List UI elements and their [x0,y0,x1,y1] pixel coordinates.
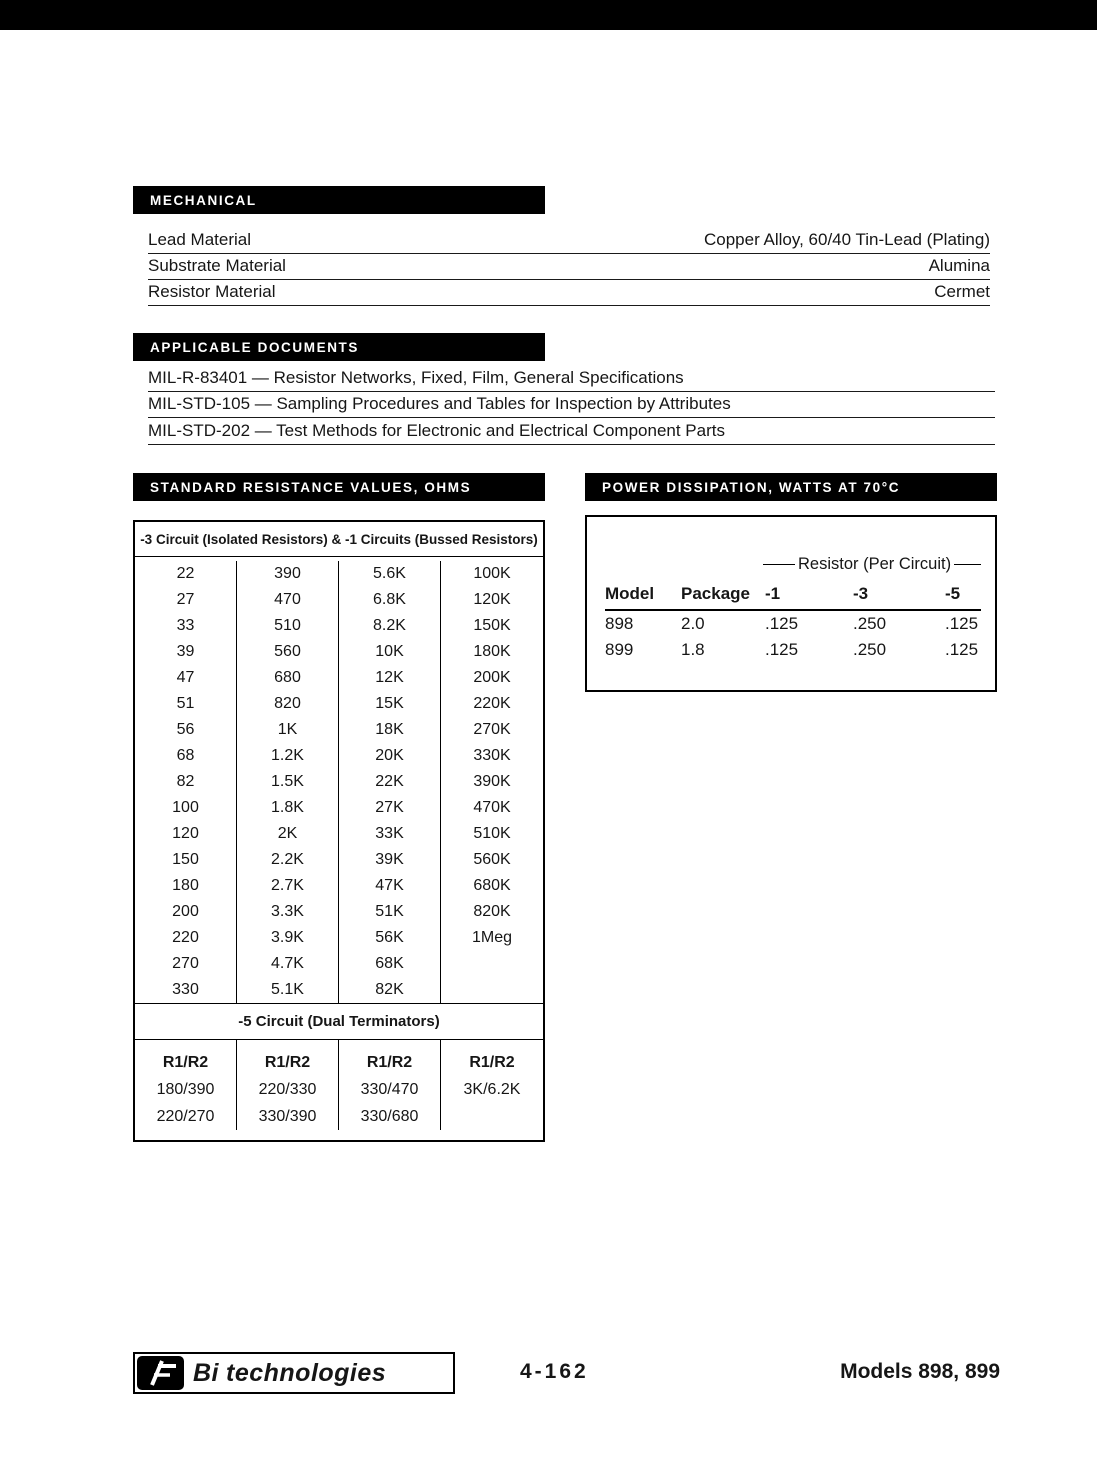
resistance-table-title: -3 Circuit (Isolated Resistors) & -1 Circuits (Bussed Resistors) [135,522,543,557]
resistance-value: 150 [135,847,237,873]
power-column-header: -5 [945,584,961,603]
power-dissipation-table [585,515,997,692]
spec-label: Lead Material [148,230,252,249]
resistance-values-grid [135,557,543,1003]
dual-terminator-value: 180/390 [135,1076,237,1103]
resistance-value: 68 [135,743,237,769]
resistance-value: 820K [473,903,511,920]
dual-terminator-value: 330/390 [237,1103,339,1130]
logo-wordmark [193,1359,386,1388]
resistance-value: 390 [237,561,339,587]
resistance-value: 270K [473,721,511,738]
resistance-value: 12K [339,665,441,691]
power-column-header: Package [681,584,750,603]
resistance-value: 1.8K [237,795,339,821]
power-column-header: Model [605,584,655,603]
resistance-value: 1.5K [237,769,339,795]
resistance-value: 560 [237,639,339,665]
document-item: MIL-STD-202 — Test Methods for Electronic and Electrical Component Parts [148,418,995,445]
power-dissipation-header-row [605,581,981,611]
resistance-value: 82 [135,769,237,795]
resistance-value: 6.8K [339,587,441,613]
resistor-per-circuit-label: Resistor (Per Circuit) [798,555,952,573]
spec-row-resistor-material [148,280,990,306]
resistor-per-circuit-span [763,555,981,574]
power-dissipation-row [605,611,981,637]
resistance-value: 27K [339,795,441,821]
logo-technologies-text: technologies [226,1358,387,1387]
resistance-value: 2K [237,821,339,847]
power-value: 899 [605,640,634,659]
resistance-value: 33K [339,821,441,847]
resistance-value: 680K [473,877,511,894]
applicable-documents-list [148,365,995,445]
power-value: .125 [945,614,979,633]
document-item: MIL-R-83401 — Resistor Networks, Fixed, Film, General Specifications [148,365,995,392]
power-value: .125 [765,614,799,633]
spec-label: Resistor Material [148,282,276,301]
resistance-value: 27 [135,587,237,613]
resistance-value: 20K [339,743,441,769]
mechanical-header-label: MECHANICAL [150,192,257,208]
dual-terminator-value: 220/270 [135,1103,237,1130]
power-column-header: -3 [853,584,869,603]
resistance-value: 1.2K [237,743,339,769]
logo-f-icon [137,1356,184,1390]
resistance-value: 1K [237,717,339,743]
left-dash-line [763,564,795,566]
spec-row-substrate-material [148,254,990,280]
power-value: .125 [765,640,799,659]
resistance-value [441,977,543,1003]
resistance-value: 330 [135,977,237,1003]
resistance-value: 510K [473,825,511,842]
standard-resistance-table [133,520,545,1142]
dual-terminator-header: R1/R2 [339,1040,441,1076]
dual-terminator-title: -5 Circuit (Dual Terminators) [135,1003,543,1040]
power-dissipation-grid [605,581,981,663]
resistance-value: 5.6K [339,561,441,587]
resistance-value: 200K [473,669,511,686]
resistance-value: 120K [473,591,511,608]
resistance-value: 56 [135,717,237,743]
resistance-value: 8.2K [339,613,441,639]
spec-value: Cermet [934,282,990,301]
spec-value: Copper Alloy, 60/40 Tin-Lead (Plating) [703,230,990,249]
resistance-value [441,951,543,977]
page-number: 4-162 [520,1360,589,1383]
mechanical-section-header [133,186,545,214]
resistance-value: 200 [135,899,237,925]
standard-resistance-section-header [133,473,545,501]
resistance-value: 150K [473,617,511,634]
resistance-value: 2.2K [237,847,339,873]
resistance-value: 51K [339,899,441,925]
resistance-value: 51 [135,691,237,717]
power-column-header: -1 [765,584,781,603]
power-value: .250 [853,640,887,659]
resistance-value: 47K [339,873,441,899]
resistance-value: 220K [473,695,511,712]
resistance-value: 47 [135,665,237,691]
resistance-value: 10K [339,639,441,665]
power-dissipation-row [605,637,981,663]
resistance-value: 15K [339,691,441,717]
bi-technologies-logo [133,1352,455,1394]
resistance-value: 68K [339,951,441,977]
dual-terminator-header: R1/R2 [135,1040,237,1076]
power-value: 2.0 [681,614,705,633]
power-value: 898 [605,614,634,633]
power-dissipation-header-label: POWER DISSIPATION, WATTS AT 70°C [602,479,901,495]
dual-terminator-header: R1/R2 [237,1040,339,1076]
dual-terminator-grid [135,1040,543,1140]
resistance-value: 22K [339,769,441,795]
resistance-value: 1Meg [471,929,513,946]
document-item: MIL-STD-105 — Sampling Procedures and Tables for Inspection by Attributes [148,392,995,419]
power-value: .125 [945,640,979,659]
spec-label: Substrate Material [148,256,286,275]
resistance-value: 2.7K [237,873,339,899]
power-dissipation-section-header [585,473,997,501]
resistance-value: 330K [473,747,511,764]
resistance-value: 100 [135,795,237,821]
resistance-value: 680 [237,665,339,691]
resistance-value: 180 [135,873,237,899]
dual-terminator-value: 3K/6.2K [463,1081,521,1098]
resistance-value: 82K [339,977,441,1003]
resistance-value: 220 [135,925,237,951]
resistance-value: 390K [473,773,511,790]
resistance-value: 180K [473,643,511,660]
dual-terminator-header: R1/R2 [469,1054,515,1071]
resistance-value: 100K [473,565,511,582]
resistance-value: 39K [339,847,441,873]
resistance-value: 470 [237,587,339,613]
right-dash-line [954,564,981,566]
power-value: .250 [853,614,887,633]
logo-bi-text: Bi [193,1358,219,1387]
dual-terminator-value: 330/470 [339,1076,441,1103]
resistance-value: 270 [135,951,237,977]
resistance-value: 510 [237,613,339,639]
resistance-value: 560K [473,851,511,868]
resistance-value: 5.1K [237,977,339,1003]
resistance-value: 470K [473,799,511,816]
footer-models-label: Models 898, 899 [840,1360,1000,1383]
standard-resistance-header-label: STANDARD RESISTANCE VALUES, OHMS [150,479,472,495]
resistance-value: 33 [135,613,237,639]
resistance-value: 820 [237,691,339,717]
resistance-value: 120 [135,821,237,847]
dual-terminator-value [441,1103,543,1130]
resistance-value: 39 [135,639,237,665]
spec-row-lead-material [148,228,990,254]
dual-terminator-value: 220/330 [237,1076,339,1103]
mechanical-spec-list [148,228,990,306]
dual-terminator-value: 330/680 [339,1103,441,1130]
resistance-value: 18K [339,717,441,743]
applicable-documents-header-label: APPLICABLE DOCUMENTS [150,339,360,355]
power-value: 1.8 [681,640,705,659]
applicable-documents-section-header [133,333,545,361]
resistance-value: 56K [339,925,441,951]
resistance-value: 3.9K [237,925,339,951]
top-edge-bar [0,0,1097,30]
resistance-value: 3.3K [237,899,339,925]
resistance-value: 22 [135,561,237,587]
resistance-value: 4.7K [237,951,339,977]
spec-value: Alumina [928,256,990,275]
